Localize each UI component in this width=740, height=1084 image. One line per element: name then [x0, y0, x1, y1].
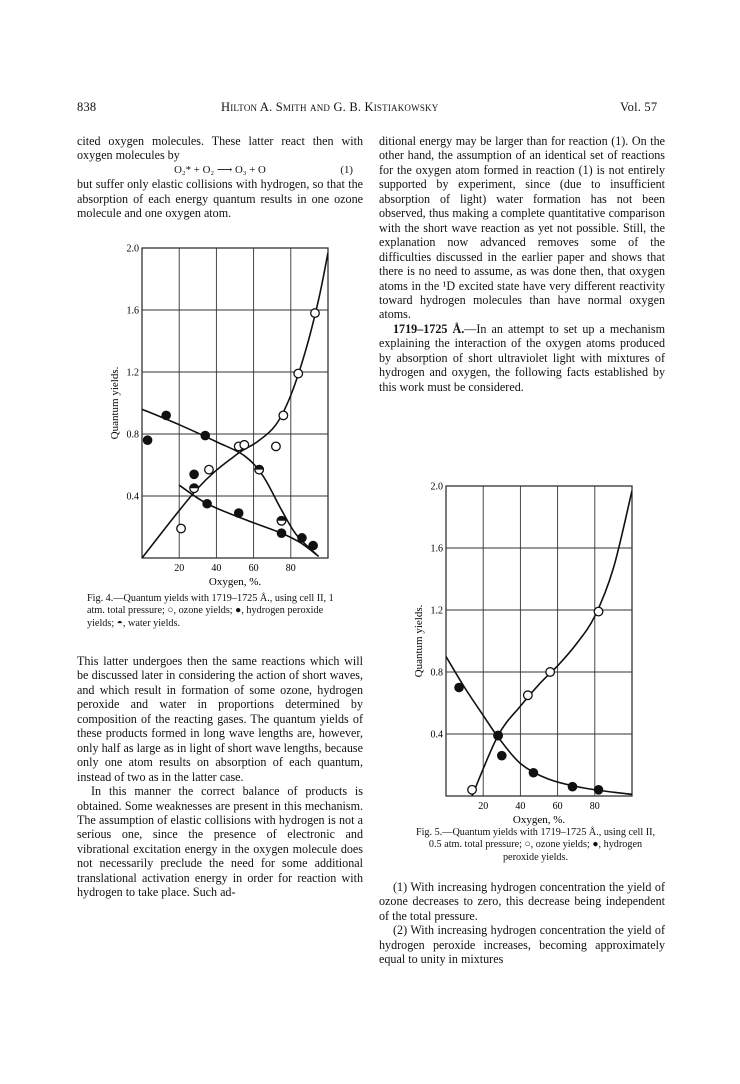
- volume-label: Vol. 57: [620, 100, 658, 114]
- y-tick-label: 0.4: [126, 491, 139, 503]
- y-tick-label: 2.0: [126, 243, 139, 255]
- equation-text: O₂* + O₂ ⟶ O₃ + O: [174, 163, 266, 176]
- x-tick-label: 20: [478, 801, 489, 812]
- right-para-1: ditional energy may be larger than for reaction (1). On the other hand, the assumption of an identical set of reactions for the oxygen atom formed in reaction (1) is not entirely supported by experiment, since (due to insufficient absorption of light) water formation has not been observed, thus making a complete quantitative comparison with the short wave reaction as yet not possible. Still, the explanation now advanced removes some of the difficulties discussed in the earlier paper and shows that there is no need to assume, as was done then, that oxygen atoms in the ¹D excited state have very different reactivity toward hydrogen molecules than have normal oxygen atoms.: [379, 134, 665, 322]
- y-tick-label: 0.8: [126, 429, 139, 441]
- figure-5-chart: [400, 478, 660, 826]
- figure-4-chart: [84, 240, 344, 588]
- y-tick-label: 1.2: [126, 367, 139, 379]
- y-axis-label: Quantum yields.: [413, 604, 425, 678]
- plot-frame: [446, 486, 632, 796]
- series-curve: [472, 491, 632, 796]
- peroxide-point: [190, 470, 199, 479]
- x-tick-label: 40: [515, 801, 526, 812]
- peroxide-point: [143, 436, 152, 445]
- ozone-point: [311, 309, 320, 318]
- y-axis-label: Quantum yields.: [109, 366, 121, 440]
- right-section-paragraph: [379, 322, 665, 394]
- x-tick-label: 80: [285, 563, 296, 574]
- equation-1: [77, 163, 363, 177]
- peroxide-point: [594, 786, 603, 795]
- ozone-point: [524, 691, 533, 700]
- water-point: [277, 517, 286, 526]
- y-tick-label: 1.6: [430, 543, 443, 555]
- left-para-1: cited oxygen molecules. These latter react then with oxygen molecules by: [77, 134, 363, 163]
- water-point: [190, 484, 199, 493]
- peroxide-point: [277, 529, 286, 538]
- left-column-bottom: [77, 654, 363, 900]
- ozone-point: [468, 786, 477, 795]
- running-head-authors: Hilton A. Smith and G. B. Kistiakowsky: [221, 100, 439, 114]
- ozone-point: [546, 668, 555, 677]
- page-number: 838: [77, 100, 97, 114]
- y-tick-label: 1.2: [430, 605, 443, 617]
- peroxide-point: [201, 431, 210, 440]
- x-tick-label: 60: [248, 563, 259, 574]
- right-column-bottom: [379, 880, 665, 967]
- peroxide-point: [494, 731, 503, 740]
- x-tick-label: 60: [552, 801, 563, 812]
- x-axis-label: Oxygen, %.: [512, 814, 566, 826]
- peroxide-point: [568, 782, 577, 791]
- x-tick-label: 80: [589, 801, 600, 812]
- ozone-point: [594, 607, 603, 616]
- ozone-point: [240, 441, 249, 450]
- peroxide-point: [234, 509, 243, 518]
- series-curve: [446, 657, 632, 795]
- left-para-4: In this manner the correct balance of products is obtained. Some weaknesses are present in this mechanism. The assumption of elastic collisions with hydrogen is not a serious one, since the presence of electronic and vibrational excitation energy in the oxygen molecule does not necessarily preclude the need for some additional translational activation energy in order for reaction with hydrogen to take place. Such ad-: [77, 784, 363, 900]
- water-point: [255, 465, 264, 474]
- section-heading: 1719–1725 Å.: [393, 321, 465, 336]
- ozone-point: [272, 442, 281, 451]
- peroxide-point: [162, 411, 171, 420]
- section-text: —In an attempt to set up a mechanism explaining the interaction of the oxygen atoms produced by absorption of short ultraviolet light with mixtures of hydrogen and oxygen, the following facts established by this work must be considered.: [379, 321, 666, 394]
- left-para-2: but suffer only elastic collisions with hydrogen, so that the absorption of each energy quantum results in one ozone molecule and one oxygen atom.: [77, 177, 363, 221]
- curves: [446, 491, 632, 796]
- right-column-top: [379, 134, 665, 394]
- x-axis-label: Oxygen, %.: [208, 576, 262, 588]
- equation-number: (1): [340, 163, 353, 176]
- peroxide-point: [498, 751, 507, 760]
- y-tick-label: 0.8: [430, 667, 443, 679]
- x-tick-label: 20: [174, 563, 185, 574]
- peroxide-point: [455, 683, 464, 692]
- y-tick-label: 2.0: [430, 481, 443, 493]
- y-tick-label: 1.6: [126, 305, 139, 317]
- ozone-point: [177, 524, 186, 533]
- peroxide-point: [298, 534, 307, 543]
- peroxide-point: [203, 499, 212, 508]
- ozone-point: [279, 411, 288, 420]
- right-item-2: (2) With increasing hydrogen concentration the yield of hydrogen peroxide increases, becoming approximately equal to unity in mixtures: [379, 923, 665, 967]
- left-para-3: This latter undergoes then the same reactions which will be discussed later in considering the action of short waves, and which result in formation of some ozone, hydrogen peroxide and water in proportions determined by composition of the reacting gases. The quantum yields of these products formed in long wave lengths are, however, only half as large as in light of short wave lengths, because only one atom results on absorption of each quantum, instead of two as in the latter case.: [77, 654, 363, 784]
- ozone-point: [205, 465, 214, 474]
- figure-4-caption: Fig. 4.—Quantum yields with 1719–1725 Å., using cell II, 1 atm. total pressure; ○, ozone yields; ●, hydrogen peroxide yields; ◓, water yields.: [87, 593, 334, 629]
- peroxide-point: [529, 768, 538, 777]
- peroxide-point: [309, 541, 318, 550]
- y-tick-label: 0.4: [430, 729, 443, 741]
- right-item-1: (1) With increasing hydrogen concentration the yield of ozone decreases to zero, this decrease being independent of the total pressure.: [379, 880, 665, 923]
- x-tick-label: 40: [211, 563, 222, 574]
- left-column-top: [77, 134, 363, 221]
- ozone-point: [294, 369, 303, 378]
- figure-5-caption: Fig. 5.—Quantum yields with 1719–1725 Å., using cell II, 0.5 atm. total pressure; ○, ozone yields; ●, hydrogen peroxide yields.: [415, 827, 656, 863]
